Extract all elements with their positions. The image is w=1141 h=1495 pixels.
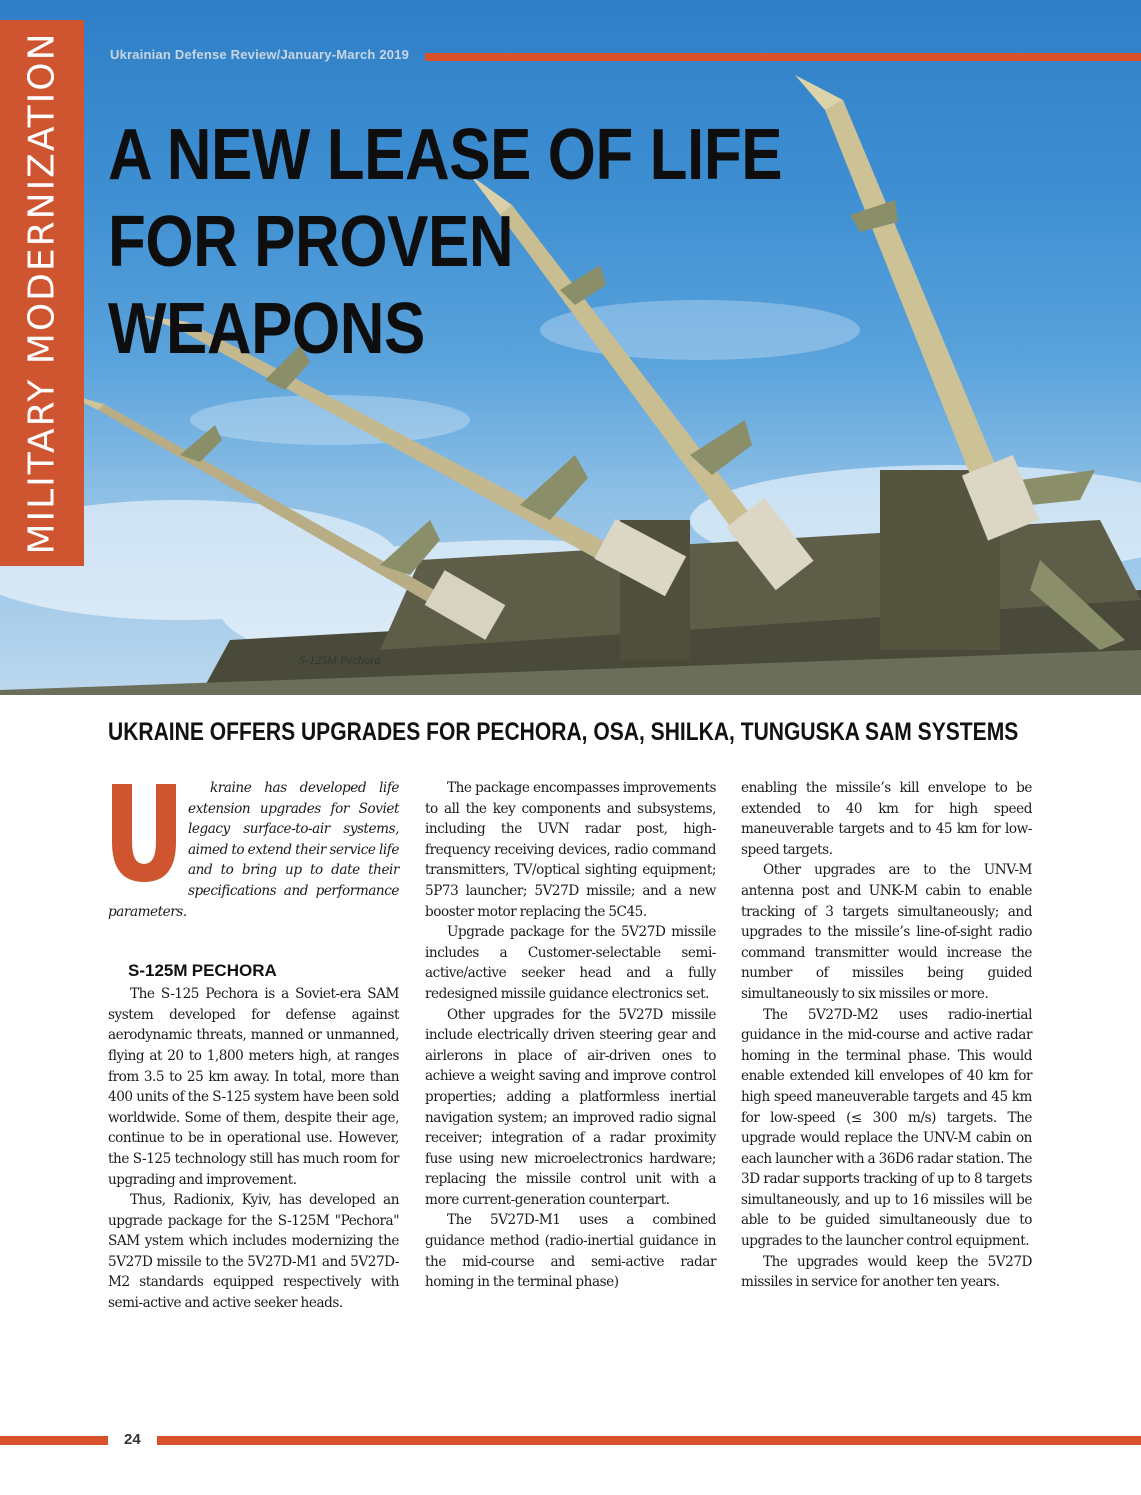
dropcap <box>108 780 180 884</box>
paragraph-3: The package encompasses improvements to all the key components and subsystems, including the UVN radar post, high-frequency receiving devices, radio command transmitters, TV/optical sighting equipment; 5P73 launcher; 5V27D missile; and a new booster motor replacing the 5C45. <box>425 780 716 920</box>
page-number: 24 <box>124 1431 141 1448</box>
paragraph-1: The S-125 Pechora is a Soviet-era SAM system developed for defense against aerodynamic threats, manned or unmanned, flying at 20 to 1,800 meters high, at ranges from 3.5 to 25 km away. In total, more than 400 units of the S-125 system have been sold worldwide. Some of them, despite their age, continue to be in operational use. However, the S-125 technology still has much room for upgrading and improvement. <box>108 986 399 1188</box>
footer-rule-right <box>157 1436 1141 1445</box>
intro-paragraph: kraine has developed life extension upgrades for Soviet legacy surface-to-air systems, aimed to extend their service life and to bring up to date their specifications and performance parameters. <box>108 780 399 920</box>
subheadline: UKRAINE OFFERS UPGRADES FOR PECHORA, OSA, SHILKA, TUNGUSKA SAM SYSTEMS <box>108 718 1019 746</box>
headline-line-3: WEAPONS <box>108 289 425 369</box>
column-3 <box>741 778 1032 1293</box>
paragraph-6: The 5V27D-M1 uses a combined guidance method (radio-inertial guidance in the mid-course and semi-active radar homing in the terminal phase) <box>425 1212 716 1291</box>
column-1 <box>108 778 399 1314</box>
paragraph-5: Other upgrades for the 5V27D missile include electrically driven steering gear and airlerons in place of air-driven ones to achieve a weight saving and improve control properties; adding a platformless inertial navigation system; an improved radio signal receiver; integration of a radar proximity fuse using new microelectronics hardware; replacing the missile control unit with a more current-generation counterpart. <box>425 1006 716 1208</box>
paragraph-7: Other upgrades are to the UNV-M antenna post and UNK-M cabin to enable tracking of 3 targets simultaneously; and upgrades to the missile’s line-of-sight radio command transmitter would increase the number of missiles being guided simultaneously to six missiles or more. <box>741 862 1032 1002</box>
paragraph-8: The 5V27D-M2 uses radio-inertial guidance in the mid-course and active radar homing in the terminal phase. This would enable extended kill envelopes of 40 km for high speed maneuverable targets and 45 km for low-speed (≤ 300 m/s) targets. The upgrade would replace the UNV-M cabin on each launcher with a 36D6 radar station. The 3D radar supports tracking of up to 8 targets simultaneously, and up to 16 missiles will be able to be guided simultaneously due to upgrades to the launcher control equipment. <box>741 1006 1032 1250</box>
dropcap-letter: U <box>144 839 146 841</box>
header-rule <box>425 53 1141 61</box>
section-heading: S-125M PECHORA <box>128 961 277 981</box>
photo-caption: S-125M Pechora <box>299 653 381 667</box>
paragraph-9: The upgrades would keep the 5V27D missiles in service for another ten years. <box>741 1253 1032 1291</box>
section-tab-label: MILITARY MODERNIZATION <box>21 31 63 555</box>
headline <box>108 112 782 373</box>
column-2 <box>425 778 716 1293</box>
paragraph-6-continued: enabling the missile’s kill envelope to be extended to 40 km for high speed maneuverable targets and to 45 km for low-speed targets. <box>741 780 1032 858</box>
headline-line-1: A NEW LEASE OF LIFE <box>108 115 783 195</box>
section-tab <box>0 20 84 566</box>
running-head: Ukrainian Defense Review/January-March 2019 <box>110 47 410 62</box>
footer-rule-left <box>0 1436 108 1445</box>
headline-line-2: FOR PROVEN <box>108 202 514 282</box>
paragraph-2: Thus, Radionix, Kyiv, has developed an upgrade package for the S-125M "Pechora" SAM ystem which includes modernizing the 5V27D missile to the 5V27D-M1 and 5V27D-M2 standards equipped respectively with semi-active and active seeker heads. <box>108 1192 399 1312</box>
paragraph-4: Upgrade package for the 5V27D missile includes a Customer-selectable semi-active/active seeker head and a fully redesigned missile guidance electronics set. <box>425 924 716 1002</box>
